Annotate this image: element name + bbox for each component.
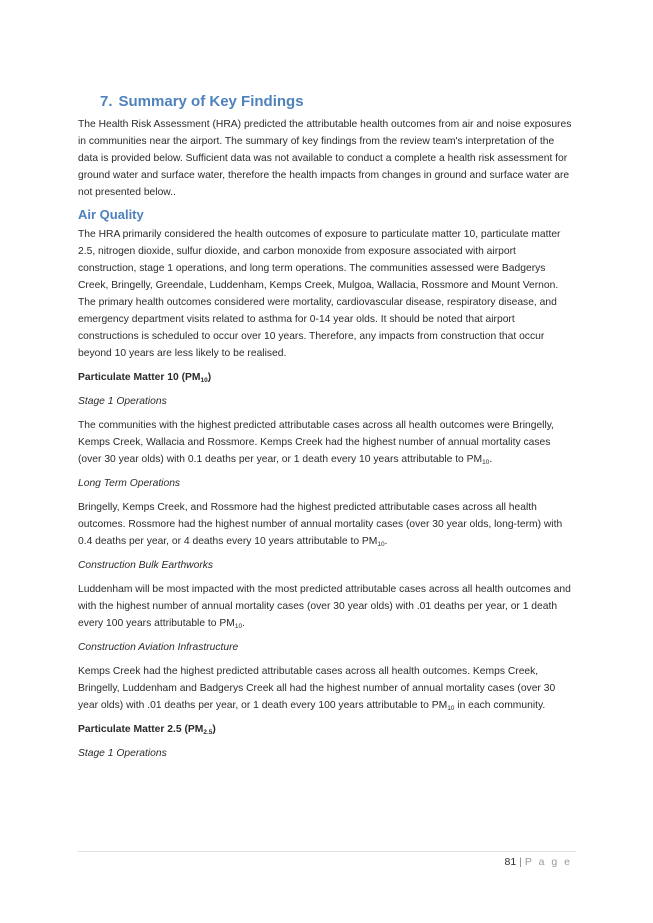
page-label: P a g e — [524, 856, 572, 868]
pm10-heading-subscript: 10 — [200, 377, 208, 384]
air-quality-heading: Air Quality — [78, 207, 144, 222]
pm10-stage1-end: . — [489, 454, 493, 465]
section-heading — [100, 92, 576, 112]
section-title: Summary of Key Findings — [118, 93, 304, 110]
pm25-stage1-label: Stage 1 Operations — [78, 748, 167, 759]
document-page — [78, 92, 576, 762]
pm10-stage1-paragraph — [78, 417, 576, 468]
page-footer — [350, 856, 572, 868]
air-quality-paragraph: The HRA primarily considered the health outcomes of exposure to particulate matter 10, particulate matter 2.5, nitrogen dioxide, sulfur dioxide, and carbon monoxide from exposure associated with airport construction, stage 1 operations, and long term operations. The communities assessed were Badgerys Creek, Bringelly, Greendale, Luddenham, Kemps Creek, Mulgoa, Wallacia, Rossmore and Mount Vernon. The primary health outcomes considered were mortality, cardiovascular disease, respiratory disease, and emergency department visits related to asthma for 0-14 year olds. It should be noted that airport constructions is scheduled to occur over 10 years. Therefore, any impacts from construction that occur beyond 10 years are less likely to be realised. — [78, 229, 561, 359]
pm10-bulk-end: . — [242, 618, 245, 629]
pm10-longterm-paragraph — [78, 499, 576, 550]
section-number: 7. — [100, 93, 113, 110]
intro-paragraph: The Health Risk Assessment (HRA) predicted the attributable health outcomes from air and noise exposures in communities near the airport. The summary of key findings from the review team's interpretation of the data is provided below. Sufficient data was not available to conduct a complete a health risk assessment for ground water and surface water, therefore the health impacts from changes in ground and surface water are not presented below.. — [78, 119, 572, 198]
pm25-heading-close: ) — [212, 724, 216, 735]
pm10-heading — [78, 369, 576, 386]
pm10-bulk-label: Construction Bulk Earthworks — [78, 560, 214, 571]
pm10-aviation-paragraph — [78, 663, 576, 714]
pm10-stage1-subscript: 10 — [482, 459, 490, 466]
pm10-longterm-end: . — [384, 536, 388, 547]
pm10-heading-close: ) — [207, 372, 212, 383]
pm10-aviation-text: Kemps Creek had the highest predicted attributable cases across all health outcomes. Kemps Creek, Bringelly, Luddenham and Badgerys Creek all had the highest number of annual mortality cases (over 30 year olds) with .01 deaths per year, or 1 death every 100 years attributable to PM — [78, 666, 556, 711]
pm25-heading — [78, 721, 576, 738]
footer-separator: | — [519, 856, 522, 868]
pm10-bulk-paragraph — [78, 581, 576, 632]
pm10-stage1-text: The communities with the highest predicted attributable cases across all health outcomes were Bringelly, Kemps Creek, Wallacia and Rossmore. Kemps Creek had the highest number of annual mortality cases (over 30 year olds) with 0.1 deaths per year, or 1 death every 10 years attributable to PM — [78, 420, 554, 465]
pm10-bulk-subscript: 10 — [234, 623, 243, 630]
pm10-bulk-text: Luddenham will be most impacted with the most predicted attributable cases across all health outcomes and with the highest number of annual mortality cases (over 30 year olds) with .01 deaths per year, or 1 death every 100 years attributable to PM — [78, 584, 571, 629]
pm10-longterm-text: Bringelly, Kemps Creek, and Rossmore had the highest predicted attributable cases across all health outcomes. Rossmore had the highest number of annual mortality cases (over 30 year olds, long-term) with 0.4 deaths per year, or 4 deaths every 10 years attributable to PM — [78, 502, 563, 547]
footer-divider — [78, 851, 576, 852]
pm10-heading-text: Particulate Matter 10 (PM — [78, 372, 201, 383]
pm25-heading-text: Particulate Matter 2.5 (PM — [78, 724, 204, 735]
pm10-longterm-subscript: 10 — [377, 541, 385, 548]
pm10-stage1-label: Stage 1 Operations — [78, 396, 167, 407]
pm10-aviation-end: in each community. — [454, 700, 546, 711]
page-number: 81 — [504, 856, 517, 868]
pm25-heading-subscript: 2.5 — [203, 729, 213, 736]
pm10-longterm-label: Long Term Operations — [78, 478, 181, 489]
pm10-aviation-label: Construction Aviation Infrastructure — [78, 642, 239, 653]
pm10-aviation-subscript: 10 — [447, 705, 455, 712]
